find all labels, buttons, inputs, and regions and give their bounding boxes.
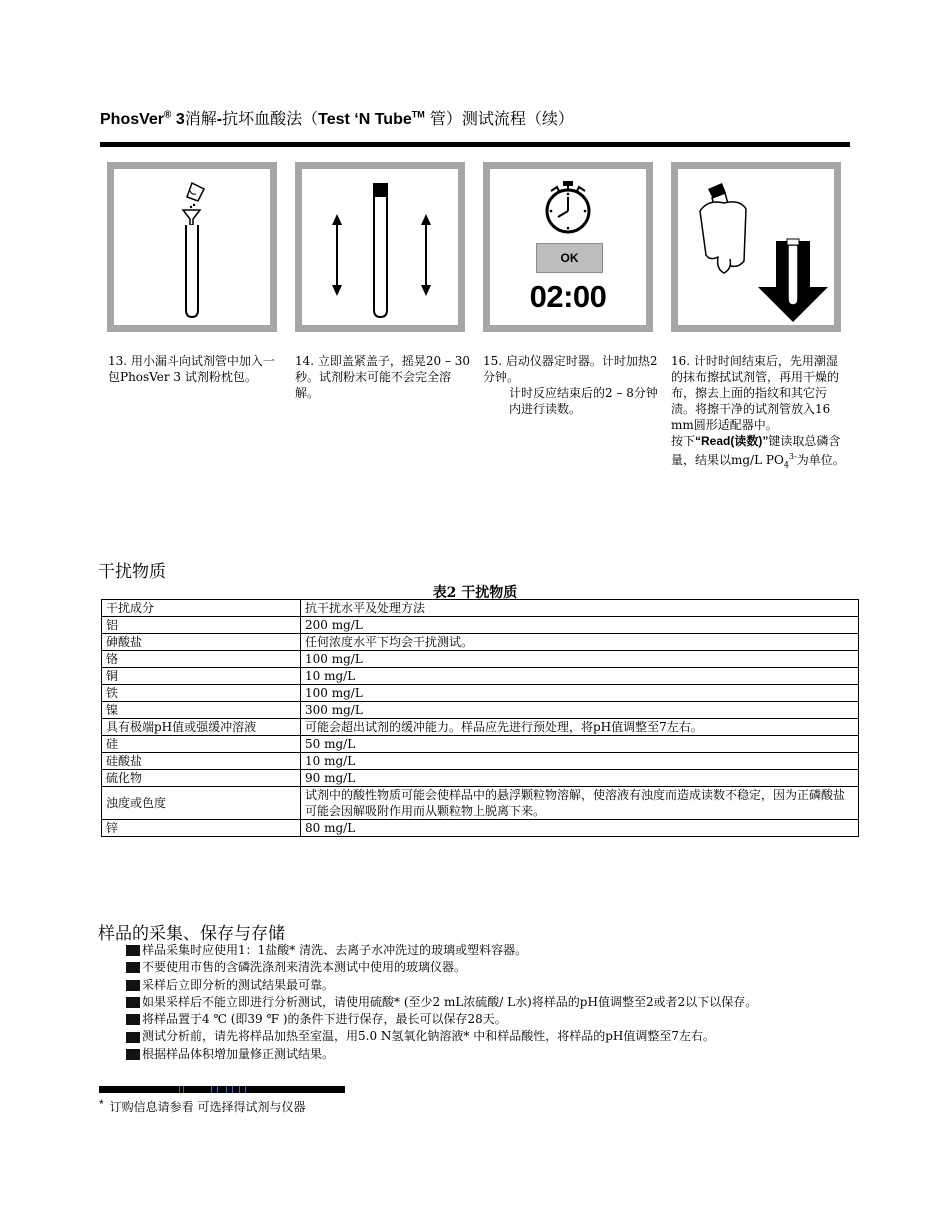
list-item-text: 样品采集时应使用1：1盐酸* 清洗、去离子水冲洗过的玻璃或塑料容器。	[142, 943, 528, 957]
table-row	[102, 787, 859, 820]
interferent-name: 具有极端pH值或强缓冲溶液	[102, 719, 301, 736]
interferent-level: 300 mg/L	[301, 702, 859, 719]
bullet-icon	[126, 1014, 140, 1025]
interference-heading: 干扰物质	[98, 562, 166, 582]
title-rule	[100, 142, 850, 147]
step-16-text: 16. 计时时间结束后，先用潮湿的抹布擦拭试剂管，再用干燥的布，擦去上面的指纹和其它污渍。将擦干净的试剂管放入16 mm圆形适配器中。 按下“Read(读数)”键读取总磷含量，结果以mg/L $PO_4^{3-}$为单位。	[671, 354, 845, 470]
wipe-insert-icon	[678, 169, 834, 325]
sampling-list	[126, 942, 757, 1063]
table-row	[102, 685, 859, 702]
interferent-level: 任何浓度水平下均会干扰测试。	[301, 634, 859, 651]
interferent-name: 砷酸盐	[102, 634, 301, 651]
table-caption: 表2 干扰物质	[432, 585, 518, 601]
ok-button: OK	[536, 243, 603, 273]
list-item	[126, 1028, 757, 1045]
interferent-level: 80 mg/L	[301, 820, 859, 837]
step-15-illustration	[483, 162, 653, 332]
interferent-name: 锌	[102, 820, 301, 837]
page-title: PhosVer® 3消解-抗坏血酸法（Test ‘N Tube™ 管）测试流程（续）	[100, 109, 574, 128]
interferent-level: 10 mg/L	[301, 753, 859, 770]
table-row	[102, 753, 859, 770]
step-14-illustration	[295, 162, 465, 332]
list-item-text: 采样后立即分析的测试结果最可靠。	[142, 977, 335, 992]
step-14-text: 14. 立即盖紧盖子，摇晃20 – 30秒。试剂粉末可能不会完全溶解。	[295, 354, 471, 400]
table-row	[102, 702, 859, 719]
list-item-text: 根据样品体积增加量修正测试结果。	[142, 1046, 335, 1061]
bullet-icon	[126, 945, 140, 956]
interferent-name: 硅酸盐	[102, 753, 301, 770]
table-row	[102, 651, 859, 668]
step-15-text: 15. 启动仪器定时器。计时加热2分钟。 计时反应结束后的2 – 8分钟内进行读数。	[483, 354, 658, 416]
timer-display: 02:00	[529, 279, 607, 314]
list-item	[126, 942, 757, 959]
interferent-level: 200 mg/L	[301, 617, 859, 634]
list-item	[126, 994, 757, 1011]
table-row	[102, 770, 859, 787]
table-row	[102, 617, 859, 634]
list-item-text: 如果采样后不能立即进行分析测试，请使用硫酸* (至少2 mL浓硫酸/ L水)将样品的pH值调整至2或者2以下以保存。	[142, 994, 758, 1009]
interferent-name: 硫化物	[102, 770, 301, 787]
list-item-text: 将样品置于4 ℃ (即39 ℉ )的条件下进行保存，最长可以保存28天。	[142, 1012, 507, 1027]
table-row	[102, 736, 859, 753]
bullet-icon	[126, 997, 140, 1008]
list-item	[126, 959, 757, 976]
table-row	[102, 668, 859, 685]
interferent-level: 90 mg/L	[301, 770, 859, 787]
footnote: * 订购信息请参看 可选择得试剂与仪器	[99, 1097, 306, 1114]
shake-tube-icon	[302, 169, 458, 325]
interference-table	[101, 599, 859, 837]
interferent-name: 镍	[102, 702, 301, 719]
list-item-text: 不要使用市售的含磷洗涤剂来清洗本测试中使用的玻璃仪器。	[142, 960, 467, 975]
step-16-illustration	[671, 162, 841, 332]
step-13-text: 13. 用小漏斗向试剂管中加入一包PhosVer 3 试剂粉枕包。	[108, 354, 275, 384]
sampling-heading: 样品的采集、保存与存储	[98, 924, 285, 944]
interferent-name: 浊度或色度	[102, 787, 301, 820]
list-item	[126, 1046, 757, 1063]
interferent-level: 可能会超出试剂的缓冲能力。样品应先进行预处理，将pH值调整至7左右。	[301, 719, 859, 736]
interferent-name: 铁	[102, 685, 301, 702]
bullet-icon	[126, 1049, 140, 1060]
interferent-name: 硅	[102, 736, 301, 753]
list-item	[126, 1011, 757, 1028]
list-item	[126, 977, 757, 994]
table-row	[102, 719, 859, 736]
bullet-icon	[126, 962, 140, 973]
interferent-level: 试剂中的酸性物质可能会使样品中的悬浮颗粒物溶解，使溶液有浊度而造成读数不稳定，因为正磷酸盐可能会因解吸附作用而从颗粒物上脱离下来。	[301, 787, 859, 820]
step-13-illustration	[107, 162, 277, 332]
interferent-name: 铜	[102, 668, 301, 685]
table-header-row	[102, 600, 859, 617]
table-row	[102, 820, 859, 837]
column-header-component: 干扰成分	[102, 600, 301, 617]
interferent-level: 100 mg/L	[301, 685, 859, 702]
footnote-rule	[99, 1086, 345, 1093]
bullet-icon	[126, 980, 140, 991]
interferent-level: 50 mg/L	[301, 736, 859, 753]
interferent-level: 100 mg/L	[301, 651, 859, 668]
funnel-tube-icon	[114, 169, 270, 325]
list-item-text: 测试分析前，请先将样品加热至室温，用5.0 N氢氧化钠溶液* 中和样品酸性，将样品的pH值调整至7左右。	[142, 1029, 715, 1044]
interferent-level: 10 mg/L	[301, 668, 859, 685]
interferent-name: 铝	[102, 617, 301, 634]
bullet-icon	[126, 1032, 140, 1043]
interferent-name: 铬	[102, 651, 301, 668]
column-header-level: 抗干扰水平及处理方法	[301, 600, 859, 617]
table-row	[102, 634, 859, 651]
